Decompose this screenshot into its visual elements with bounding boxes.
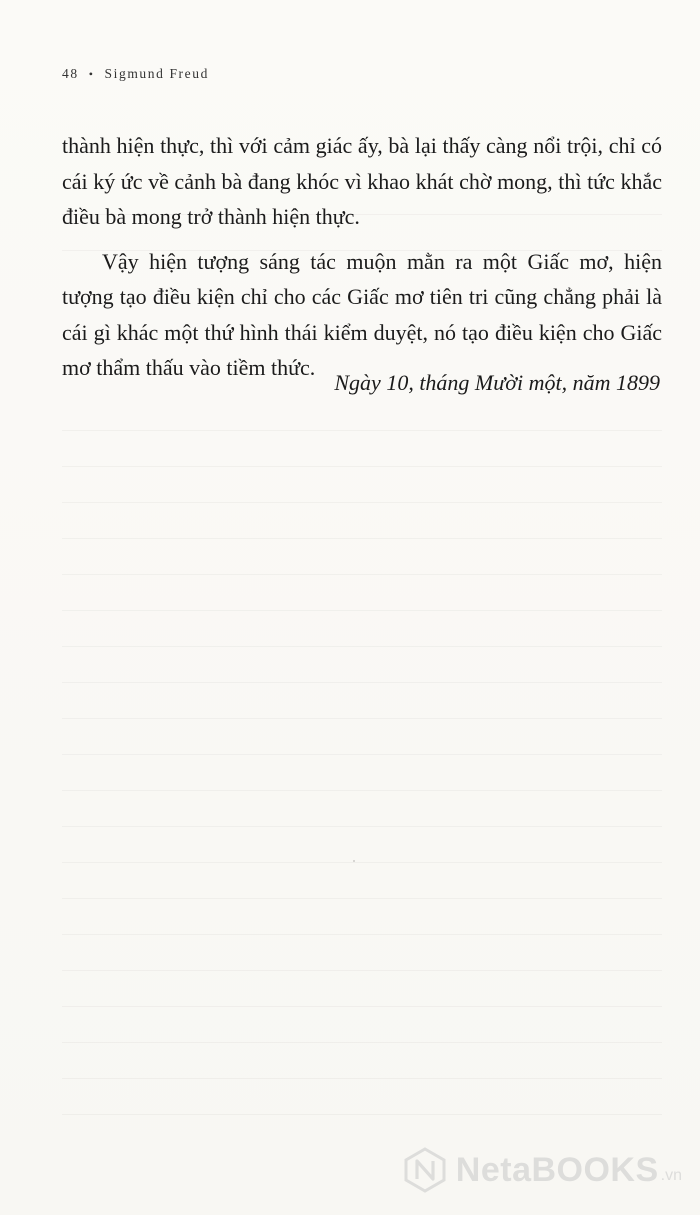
bleed-through-line [62, 538, 662, 539]
paragraph: Vậy hiện tượng sáng tác muộn mằn ra một Giấc mơ, hiện tượng tạo điều kiện chỉ cho các Giấc mơ tiên tri cũng chẳng phải là cái gì khác một thứ hình thái kiểm duyệt, nó tạo điều kiện cho Giấc mơ thẩm thấu vào tiềm thức. [62, 248, 662, 380]
paragraph-continued: thành hiện thực, thì với cảm giác ấy, bà lại thấy càng nổi trội, chỉ có cái ký ức về cảnh bà đang khóc vì khao khát chờ mong, thì tức khắc điều bà mong trở thành hiện thực. [62, 133, 662, 229]
page-number: 48 [62, 66, 79, 81]
bleed-through-line [62, 610, 662, 611]
body-text [62, 128, 662, 386]
bleed-through-line [62, 790, 662, 791]
bleed-through-line [62, 1042, 662, 1043]
running-head [62, 66, 209, 82]
bleed-through-line [62, 574, 662, 575]
watermark-tld: .vn [660, 1167, 682, 1184]
bleed-through-line [62, 646, 662, 647]
bleed-through-line [62, 826, 662, 827]
bleed-through-line [62, 682, 662, 683]
bleed-through-line [62, 862, 662, 863]
bleed-through-line [62, 466, 662, 467]
bleed-through-line [62, 1078, 662, 1079]
bleed-through-line [62, 1006, 662, 1007]
page-speck [353, 860, 355, 862]
bleed-through-line [62, 430, 662, 431]
bleed-through-line [62, 1114, 662, 1115]
bleed-through-line [62, 754, 662, 755]
bleed-through-line [62, 502, 662, 503]
separator-dot: • [88, 66, 95, 81]
watermark-brand: NetaBOOKS [455, 1150, 659, 1189]
bleed-through-line [62, 898, 662, 899]
bleed-through-line [62, 718, 662, 719]
dateline: Ngày 10, tháng Mười một, năm 1899 [334, 370, 660, 395]
bleed-through-line [62, 970, 662, 971]
author-name: Sigmund Freud [104, 66, 209, 81]
netabooks-logo-icon [402, 1147, 448, 1193]
bleed-through-line [62, 934, 662, 935]
watermark [402, 1147, 682, 1193]
